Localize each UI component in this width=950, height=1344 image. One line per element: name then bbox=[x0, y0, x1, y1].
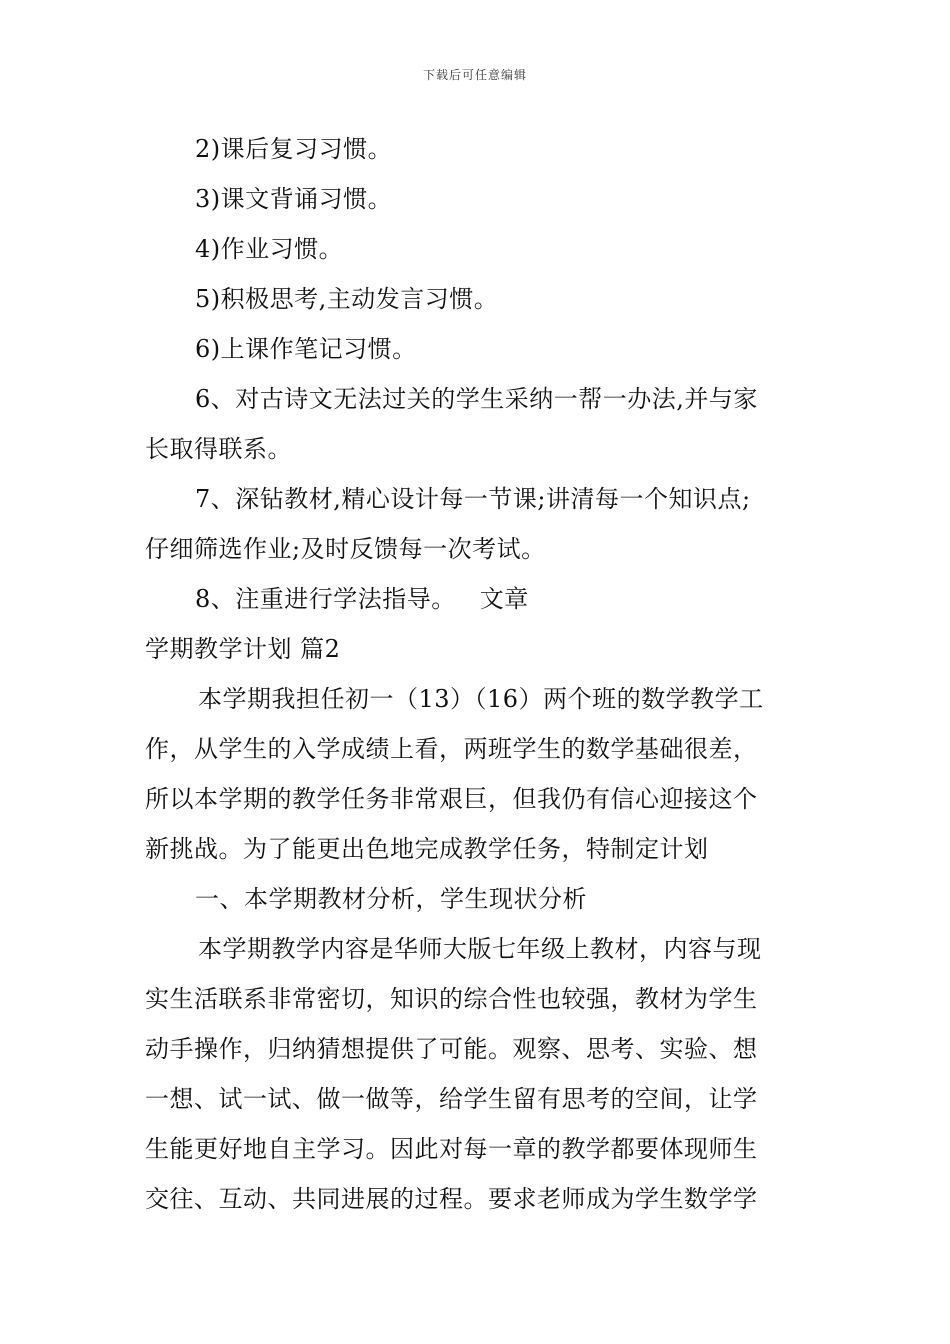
para-1-line-4: 新挑战。为了能更出色地完成教学任务，特制定计划 bbox=[145, 835, 709, 863]
para-1-line-2: 作，从学生的入学成绩上看，两班学生的数学基础很差， bbox=[145, 735, 758, 763]
section-title: 学期教学计划 篇2 bbox=[145, 635, 341, 663]
habit-item-4: 4)作业习惯。 bbox=[195, 235, 344, 263]
habit-item-3: 3)课文背诵习惯。 bbox=[195, 185, 393, 213]
para-1-line-3: 所以本学期的教学任务非常艰巨，但我仍有信心迎接这个 bbox=[145, 785, 758, 813]
para-1-line-1: 本学期我担任初一（13）（16）两个班的数学教学工 bbox=[198, 685, 764, 713]
heading-one: 一、本学期教材分析，学生现状分析 bbox=[195, 885, 587, 913]
para-2-line-4: 一想、试一试、做一做等，给学生留有思考的空间，让学 bbox=[145, 1085, 758, 1113]
item-8-text: 8、注重进行学法指导。 bbox=[195, 585, 456, 613]
para-2-line-6: 交往、互动、共同进展的过程。要求老师成为学生数学学 bbox=[145, 1185, 758, 1213]
habit-item-2: 2)课后复习习惯。 bbox=[195, 135, 393, 163]
item-7-line-2: 仔细筛选作业;及时反馈每一次考试。 bbox=[145, 535, 546, 563]
para-2-line-3: 动手操作，归纳猜想提供了可能。观察、思考、实验、想 bbox=[145, 1035, 758, 1063]
item-8 bbox=[195, 584, 529, 614]
item-8-tail: 文章 bbox=[479, 585, 529, 613]
para-2-line-1: 本学期教学内容是华师大版七年级上教材，内容与现 bbox=[198, 935, 762, 963]
item-6-line-1: 6、对古诗文无法过关的学生采纳一帮一办法,并与家 bbox=[195, 385, 758, 413]
habit-item-6: 6)上课作笔记习惯。 bbox=[195, 335, 417, 363]
header-note: 下载后可任意编辑 bbox=[422, 68, 527, 82]
para-2-line-5: 生能更好地自主学习。因此对每一章的教学都要体现师生 bbox=[145, 1135, 758, 1163]
habit-item-5: 5)积极思考,主动发言习惯。 bbox=[195, 285, 499, 313]
para-2-line-2: 实生活联系非常密切，知识的综合性也较强，教材为学生 bbox=[145, 985, 758, 1013]
item-7-line-1: 7、深钻教材,精心设计每一节课;讲清每一个知识点; bbox=[195, 485, 751, 513]
item-6-line-2: 长取得联系。 bbox=[145, 435, 292, 463]
